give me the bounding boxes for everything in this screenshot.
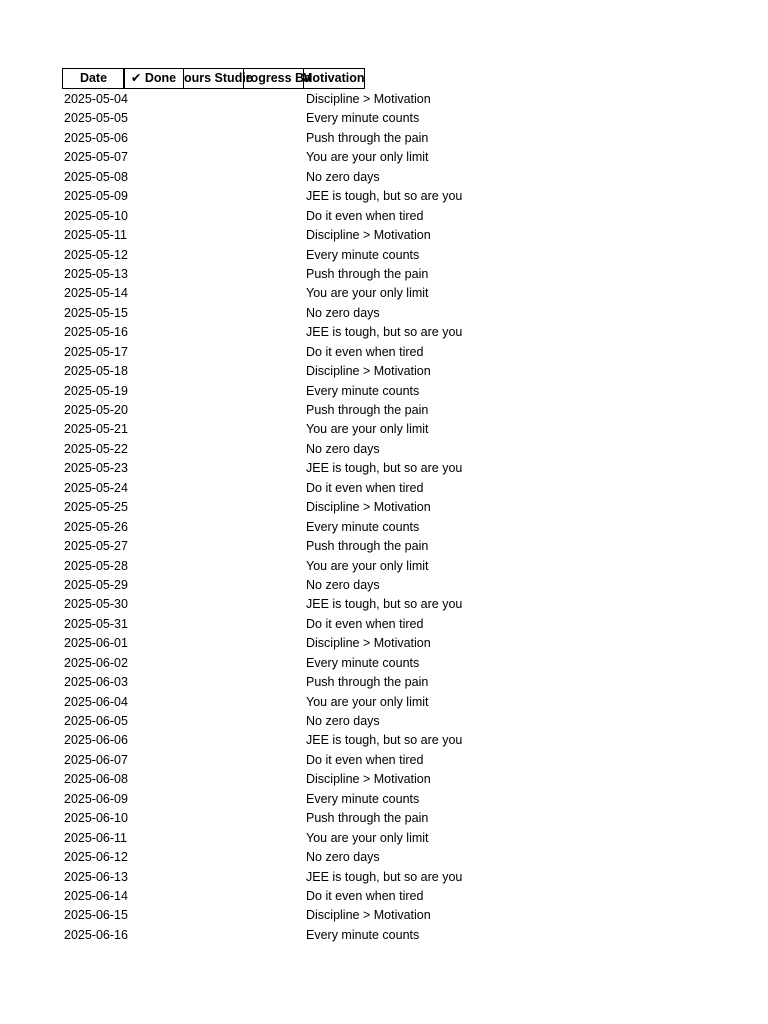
motivation-cell: JEE is tough, but so are you	[306, 189, 463, 204]
date-cell: 2025-05-31	[64, 616, 128, 631]
date-cell: 2025-06-06	[64, 733, 128, 748]
date-cell: 2025-05-17	[64, 344, 128, 359]
date-cell: 2025-06-07	[64, 752, 128, 767]
motivation-cell: Do it even when tired	[306, 480, 424, 495]
header-done	[123, 68, 184, 89]
date-cell: 2025-05-10	[64, 208, 128, 223]
date-cell: 2025-06-15	[64, 908, 128, 923]
date-cell: 2025-06-09	[64, 791, 128, 806]
motivation-cell: You are your only limit	[306, 830, 429, 845]
header-progress-label: rogress Ba	[245, 71, 311, 85]
motivation-cell: Do it even when tired	[306, 616, 424, 631]
date-cell: 2025-06-03	[64, 675, 128, 690]
motivation-cell: Discipline > Motivation	[306, 772, 431, 787]
date-cell: 2025-05-13	[64, 266, 128, 281]
header-done-label: ✔ Done	[130, 71, 177, 85]
motivation-cell: Every minute counts	[306, 247, 420, 262]
motivation-cell: Discipline > Motivation	[306, 364, 431, 379]
date-cell: 2025-05-14	[64, 286, 128, 301]
motivation-cell: You are your only limit	[306, 422, 429, 437]
header-date-label: Date	[79, 71, 108, 85]
date-cell: 2025-05-18	[64, 364, 128, 379]
motivation-cell: Discipline > Motivation	[306, 636, 431, 651]
date-cell: 2025-05-11	[64, 228, 128, 243]
date-cell: 2025-05-30	[64, 597, 128, 612]
motivation-cell: Every minute counts	[306, 519, 420, 534]
date-cell: 2025-06-10	[64, 811, 128, 826]
header-date	[62, 68, 125, 89]
motivation-cell: No zero days	[306, 169, 380, 184]
motivation-cell: JEE is tough, but so are you	[306, 325, 463, 340]
motivation-cell: You are your only limit	[306, 150, 429, 165]
header-hours-label: ours Studie	[184, 71, 253, 85]
date-cell: 2025-05-07	[64, 150, 128, 165]
motivation-cell: Discipline > Motivation	[306, 92, 431, 106]
date-cell: 2025-05-15	[64, 305, 128, 320]
motivation-cell: No zero days	[306, 305, 380, 320]
date-cell: 2025-05-27	[64, 539, 128, 554]
date-cell: 2025-06-12	[64, 850, 128, 865]
date-cell: 2025-06-11	[64, 830, 128, 845]
date-cell: 2025-05-23	[64, 461, 128, 476]
motivation-cell: Push through the pain	[306, 403, 429, 417]
date-cell: 2025-05-22	[64, 441, 128, 456]
motivation-cell: You are your only limit	[306, 558, 429, 573]
date-cell: 2025-06-08	[64, 772, 128, 787]
motivation-cell: Every minute counts	[306, 111, 420, 126]
motivation-cell: Every minute counts	[306, 927, 420, 942]
motivation-cell: You are your only limit	[306, 694, 429, 709]
date-cell: 2025-05-20	[64, 403, 128, 417]
motivation-cell: You are your only limit	[306, 286, 429, 301]
motivation-cell: Push through the pain	[306, 130, 429, 145]
date-cell: 2025-06-02	[64, 655, 128, 670]
date-cell: 2025-05-25	[64, 500, 128, 515]
motivation-cell: No zero days	[306, 714, 380, 728]
date-cell: 2025-06-01	[64, 636, 128, 651]
header-motivation-label: Motivation	[302, 71, 365, 85]
header-progress-bar	[243, 68, 311, 89]
motivation-cell: Discipline > Motivation	[306, 500, 431, 515]
motivation-cell: Push through the pain	[306, 266, 429, 281]
date-cell: 2025-05-06	[64, 130, 128, 145]
header-hours-studied	[183, 68, 253, 89]
motivation-cell: Push through the pain	[306, 539, 429, 554]
header-motivation	[303, 68, 365, 89]
motivation-cell: Discipline > Motivation	[306, 228, 431, 243]
motivation-cell: No zero days	[306, 850, 380, 865]
motivation-cell: Discipline > Motivation	[306, 908, 431, 923]
date-cell: 2025-06-04	[64, 694, 128, 709]
motivation-cell: Do it even when tired	[306, 208, 424, 223]
date-cell: 2025-05-29	[64, 577, 128, 592]
motivation-cell: Every minute counts	[306, 655, 420, 670]
date-cell: 2025-05-26	[64, 519, 128, 534]
date-cell: 2025-05-28	[64, 558, 128, 573]
date-cell: 2025-05-05	[64, 111, 128, 126]
motivation-cell: JEE is tough, but so are you	[306, 869, 463, 884]
motivation-cell: Every minute counts	[306, 791, 420, 806]
motivation-cell: Push through the pain	[306, 675, 429, 690]
motivation-cell: JEE is tough, but so are you	[306, 461, 463, 476]
date-cell: 2025-05-09	[64, 189, 128, 204]
motivation-cell: Do it even when tired	[306, 888, 424, 903]
date-cell: 2025-05-21	[64, 422, 128, 437]
date-cell: 2025-06-16	[64, 927, 128, 942]
motivation-cell: Do it even when tired	[306, 344, 424, 359]
date-cell: 2025-05-16	[64, 325, 128, 340]
motivation-cell: Push through the pain	[306, 811, 429, 826]
date-cell: 2025-05-12	[64, 247, 128, 262]
date-cell: 2025-05-24	[64, 480, 128, 495]
motivation-cell: Do it even when tired	[306, 752, 424, 767]
date-cell: 2025-05-19	[64, 383, 128, 398]
date-cell: 2025-06-14	[64, 888, 128, 903]
motivation-cell: No zero days	[306, 441, 380, 456]
date-cell: 2025-06-05	[64, 714, 128, 728]
motivation-cell: JEE is tough, but so are you	[306, 733, 463, 748]
motivation-cell: No zero days	[306, 577, 380, 592]
motivation-cell: JEE is tough, but so are you	[306, 597, 463, 612]
motivation-cell: Every minute counts	[306, 383, 420, 398]
date-cell: 2025-06-13	[64, 869, 128, 884]
date-cell: 2025-05-04	[64, 92, 128, 106]
date-cell: 2025-05-08	[64, 169, 128, 184]
